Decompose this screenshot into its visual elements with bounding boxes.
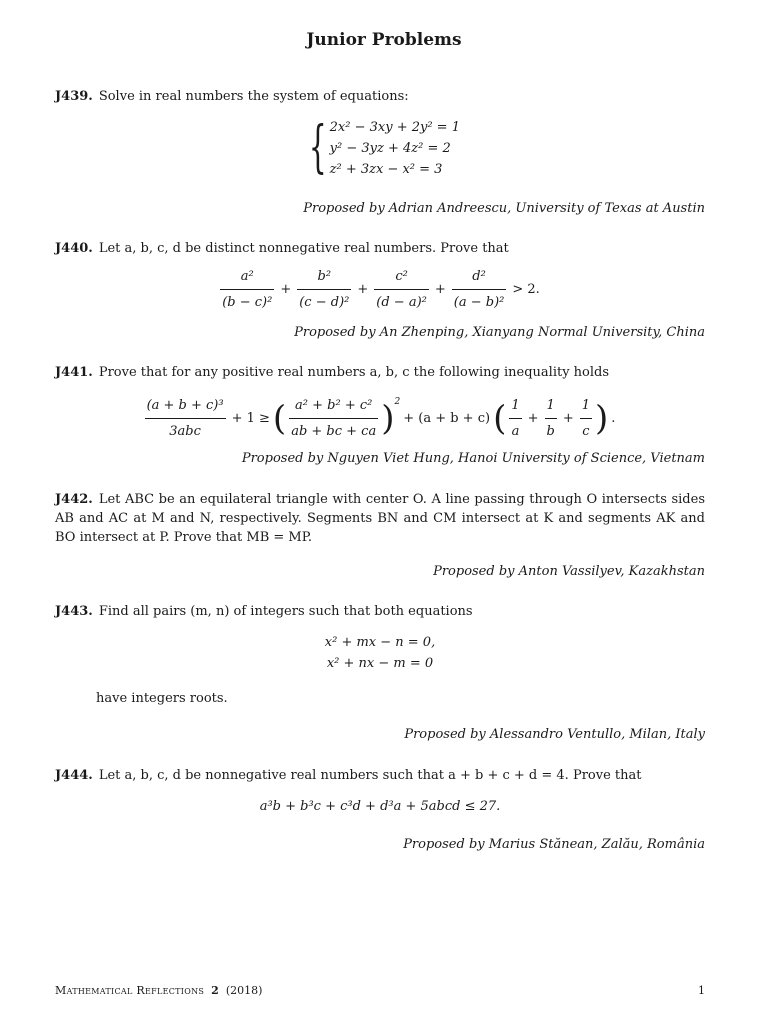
fraction: $\frac{\text{a²}}{\text{(b − c)²}}$: [220, 266, 274, 313]
inequality: $\frac{\text{a²}}{\text{(b − c)²}}$ + $\frac{\text{b²}}{\text{(c − d)²}}$ + $\frac{\text{c²}}{\text{(d − a)²}}$ + $\frac{\text{d²}}{\text{(a − b)²}}$ > 2.: [55, 266, 705, 313]
problem-id: J439.: [55, 89, 93, 104]
proposer: Proposed by Adrian Andreescu, University of Texas at Austin: [303, 201, 705, 216]
fraction: $\frac{\text{(a + b + c)³}}{\text{3abc}}$: [145, 395, 226, 442]
footer-journal: Mathematical Reflections 2 (2018): [55, 984, 263, 997]
proposer: Proposed by Anton Vassilyev, Kazakhstan: [433, 564, 705, 579]
problem-statement: Let ABC be an equilateral triangle with center O. A line passing through O intersects sides AB and AC at M and N, respectively. Segments BN and CM intersect at K and segments AK and BO intersect at P. Prove that MB = MP.: [55, 492, 705, 545]
problem-id: J442.: [55, 492, 93, 507]
inequality: $\frac{\text{(a + b + c)³}}{\text{3abc}}$ + 1 ≥( $\frac{\text{a² + b² + c²}}{ab + bc + ca}$ )$^2$+ (a + b + c)( $\frac{1}{a}$ + $\frac{1}{b}$ + $\frac{1}{c}$ ) .: [55, 392, 705, 442]
problem-id: J441.: [55, 365, 93, 380]
proposer: Proposed by An Zhenping, Xianyang Normal University, China: [294, 325, 705, 340]
problem-j443: [55, 602, 705, 621]
fraction: $\frac{1}{c}$: [580, 395, 592, 442]
problem-j442: [55, 490, 705, 547]
fraction: $\frac{1}{b}$: [545, 395, 557, 442]
equation-line: x² + nx − m = 0: [326, 656, 434, 671]
equation-line: x² + mx − n = 0,: [324, 635, 436, 650]
problem-id: J440.: [55, 241, 93, 256]
left-brace: {: [308, 115, 327, 180]
problem-id: J444.: [55, 768, 93, 783]
proposer: Proposed by Alessandro Ventullo, Milan, Italy: [404, 727, 705, 742]
problem-statement: Solve in real numbers the system of equations:: [98, 89, 409, 104]
problem-statement: Prove that for any positive real numbers a, b, c the following inequality holds: [98, 365, 610, 380]
problem-statement: Let a, b, c, d be nonnegative real numbers such that a + b + c + d = 4. Prove that: [98, 768, 642, 783]
equation-line: 2x² − 3xy + 2y² = 1: [329, 120, 460, 135]
fraction: $\frac{\text{a² + b² + c²}}{ab + bc + ca}$: [289, 395, 378, 442]
problem-j441: [55, 363, 705, 382]
problem-j440: [55, 239, 705, 258]
equation-line: y² − 3yz + 4z² = 2: [329, 141, 451, 156]
page-number: 1: [698, 984, 705, 997]
proposer: Proposed by Marius Stănean, Zalău, România: [403, 837, 705, 852]
problem-id: J443.: [55, 604, 93, 619]
inequality-tail: > 2.: [512, 282, 540, 297]
fraction: $\frac{\text{d²}}{\text{(a − b)²}}$: [452, 266, 507, 313]
fraction: $\frac{\text{c²}}{\text{(d − a)²}}$: [374, 266, 429, 313]
equation-line: z² + 3zx − x² = 3: [329, 162, 443, 177]
problem-statement: Find all pairs (m, n) of integers such that both equations: [98, 604, 473, 619]
exponent: 2: [394, 397, 401, 407]
problem-j444: [55, 766, 705, 785]
inequality: a³b + b³c + c³d + d³a + 5abcd ≤ 27.: [259, 799, 501, 814]
fraction: $\frac{\text{b²}}{\text{(c − d)²}}$: [297, 266, 351, 313]
equation-pair: [55, 632, 705, 674]
problem-statement: Let a, b, c, d be distinct nonnegative real numbers. Prove that: [98, 241, 509, 256]
fraction: $\frac{1}{a}$: [509, 395, 521, 442]
equation-system: [55, 117, 705, 180]
proposer: Proposed by Nguyen Viet Hung, Hanoi University of Science, Vietnam: [241, 451, 705, 466]
page-title: Junior Problems: [306, 30, 462, 50]
problem-continuation: have integers roots.: [96, 691, 228, 706]
problem-j439: [55, 87, 705, 106]
